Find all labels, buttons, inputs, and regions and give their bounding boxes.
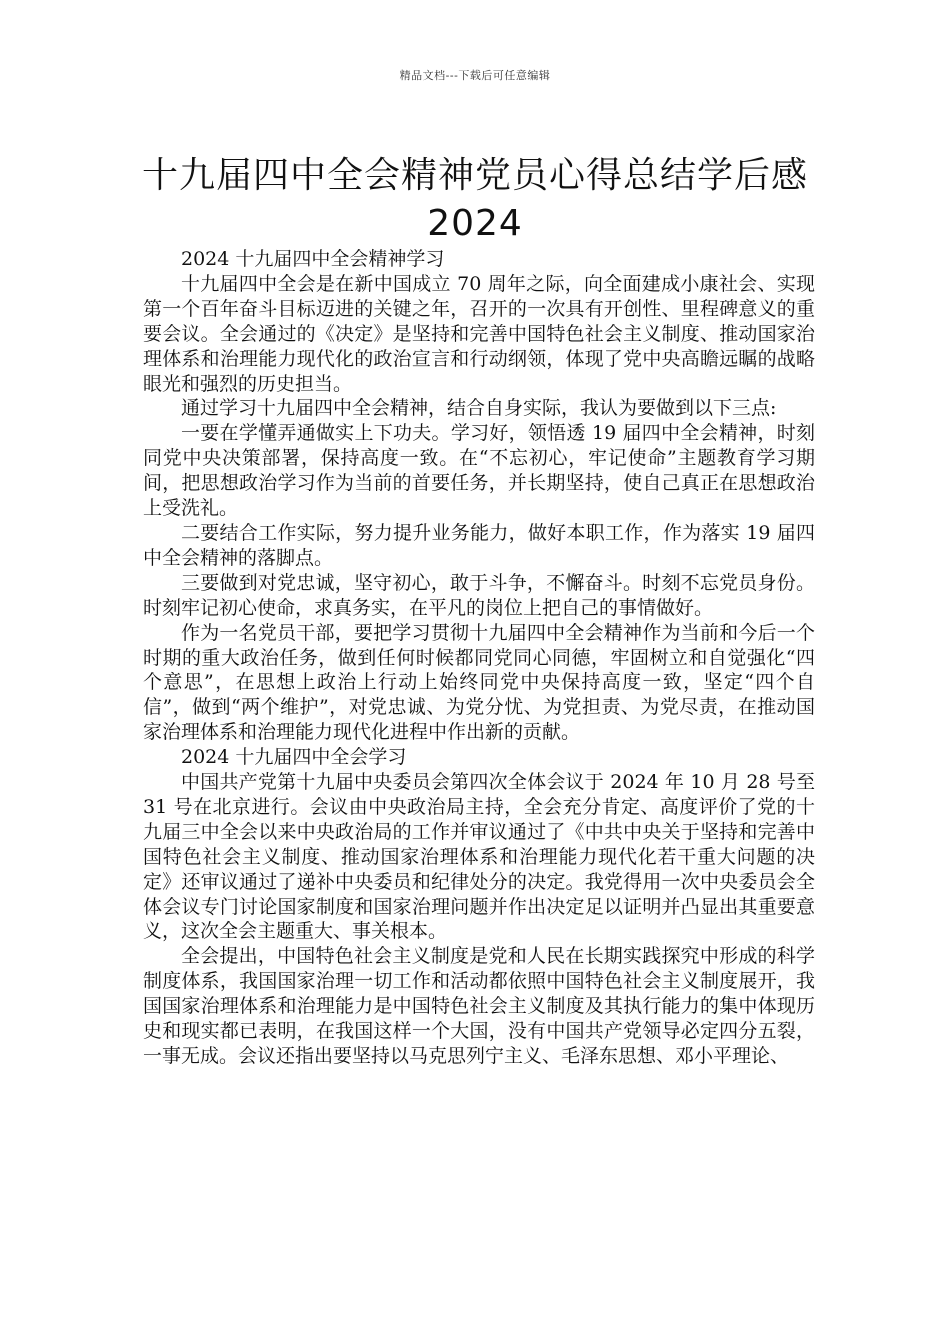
section-heading-study: 2024 十九届四中全会精神学习 bbox=[181, 248, 445, 270]
document-title: 十九届四中全会精神党员心得总结学后感 2024 bbox=[141, 155, 808, 245]
document-body bbox=[143, 247, 815, 1069]
header-note: 精品文档---下载后可任意编辑 bbox=[399, 69, 551, 82]
paragraph: 通过学习十九届四中全会精神，结合自身实际，我认为要做到以下三点: bbox=[181, 397, 777, 420]
paragraph: 全会提出，中国特色社会主义制度是党和人民在长期实践探究中形成的科学制度体系，我国国家治理一切工作和活动都依照中国特色社会主义制度展开，我国国家治理体系和治理能力是中国特色社会主义制度及其执行能力的集中体现历史和现实都已表明，在我国这样一个大国，没有中国共产党领导必定四分五裂，一事无成。会议还指出要坚持以马克思列宁主义、毛泽东思想、邓小平理论、 bbox=[143, 945, 815, 1067]
paragraph: 一要在学懂弄通做实上下功夫。学习好，领悟透 19 届四中全会精神，时刻同党中央决策部署，保持高度一致。在“不忘初心，牢记使命”主题教育学习期间，把思想政治学习作为当前的首要任务，并长期坚持，使自己真正在思想政治上受洗礼。 bbox=[143, 422, 815, 520]
paragraph: 中国共产党第十九届中央委员会第四次全体会议于 2024 年 10 月 28 号至 31 号在北京进行。会议由中央政治局主持，全会充分肯定、高度评价了党的十九届三中全会以来中央政治局的工作并审议通过了《中共中央关于坚持和完善中国特色社会主义制度、推动国家治理体系和治理能力现代化若干重大问题的决定》还审议通过了递补中央委员和纪律处分的决定。我党得用一次中央委员会全体会议专门讨论国家制度和国家治理问题并作出决定足以证明并凸显出其重要意义，这次全会主题重大、事关根本。 bbox=[143, 771, 815, 943]
section-heading-plenum: 2024 十九届四中全会学习 bbox=[181, 746, 407, 769]
paragraph: 作为一名党员干部，要把学习贯彻十九届四中全会精神作为当前和今后一个时期的重大政治任务，做到任何时候都同党同心同德，牢固树立和自觉强化“四个意思”，在思想上政治上行动上始终同党中央保持高度一致，坚定“四个自信”，做到“两个维护”，对党忠诚、为党分忧、为党担责、为党尽责，在推动国家治理体系和治理能力现代化进程中作出新的贡献。 bbox=[143, 621, 815, 744]
paragraph: 十九届四中全会是在新中国成立 70 周年之际，向全面建成小康社会、实现第一个百年奋斗目标迈进的关键之年，召开的一次具有开创性、里程碑意义的重要会议。全会通过的《决定》是坚持和完善中国特色社会主义制度、推动国家治理体系和治理能力现代化的政治宣言和行动纲领，体现了党中央高瞻远瞩的战略眼光和强烈的历史担当。 bbox=[143, 272, 815, 395]
paragraph: 二要结合工作实际，努力提升业务能力，做好本职工作，作为落实 19 届四中全会精神的落脚点。 bbox=[143, 521, 815, 569]
paragraph: 三要做到对党忠诚，坚守初心，敢于斗争，不懈奋斗。时刻不忘党员身份。时刻牢记初心使命，求真务实，在平凡的岗位上把自己的事情做好。 bbox=[143, 571, 815, 619]
